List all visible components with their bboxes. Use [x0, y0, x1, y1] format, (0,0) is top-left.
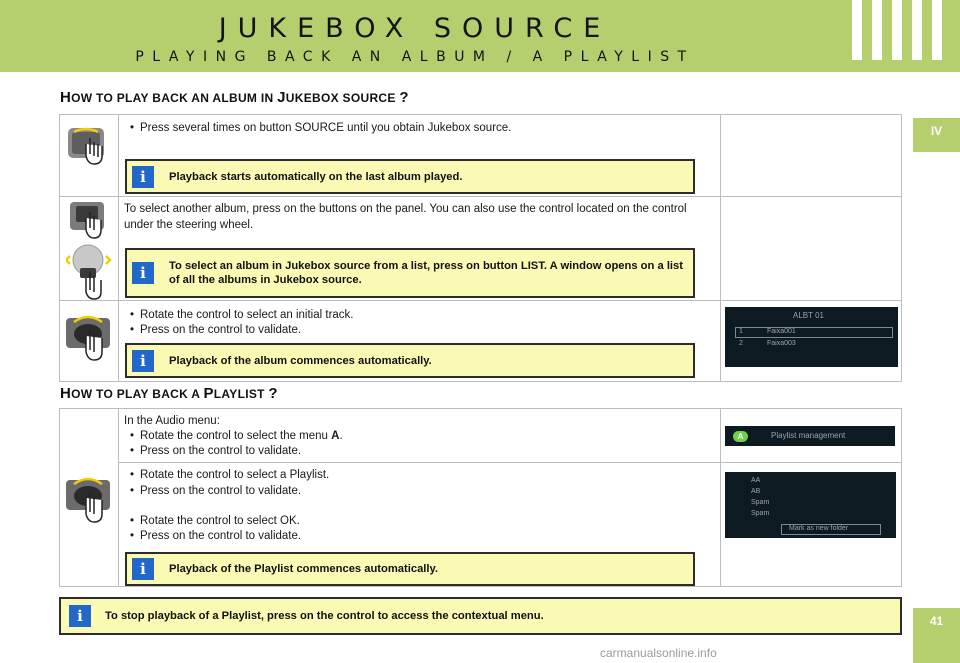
instruction-text: Press on the control to validate. — [140, 445, 302, 457]
instruction-text: To select another album, press on the buttons on the panel. You can also use the control located on the control under the steering wheel. — [124, 203, 687, 231]
info-icon: i — [132, 558, 154, 580]
note-text: To select an album in Jukebox source from a list, press on button LIST. A window opens on a list of all the albums in Jukebox source. — [169, 260, 683, 286]
info-note — [125, 159, 695, 194]
info-icon: i — [132, 166, 154, 188]
menu-badge: A — [733, 431, 748, 442]
heading-part: OW TO PLAY BACK A — [71, 387, 204, 401]
bullet-glyph: • — [130, 469, 135, 481]
heading-part: LAYLIST — [213, 387, 269, 401]
screen-row: Faixa001 — [767, 328, 796, 335]
header-stripe — [932, 0, 942, 60]
instruction-text: Press several times on button SOURCE until you obtain Jukebox source. — [140, 122, 512, 134]
screen-row: Spam — [751, 510, 770, 517]
info-icon: i — [69, 605, 91, 627]
screen-row: Faixa003 — [767, 340, 796, 347]
instruction-text: Rotate the control to select OK. — [140, 515, 300, 527]
playlist-select-screen — [725, 472, 896, 538]
info-note — [125, 248, 695, 298]
note-text: Playback of the album commences automatically. — [169, 354, 432, 367]
screen-row: Playlist management — [771, 431, 846, 440]
info-icon: i — [132, 350, 154, 372]
heading-part: OW TO PLAY BACK AN ALBUM IN — [71, 91, 278, 105]
chapter-tab: IV — [913, 118, 960, 152]
screen-row: Spam — [751, 499, 770, 506]
info-note — [125, 343, 695, 378]
table-divider — [59, 196, 902, 197]
table-divider — [118, 408, 119, 587]
table-divider — [118, 462, 902, 463]
screen-row: AB — [751, 488, 761, 495]
screen-row: AA — [751, 477, 761, 484]
steering-control-hand-icon — [66, 242, 112, 300]
note-text: To stop playback of a Playlist, press on the control to access the contextual menu. — [105, 610, 544, 622]
bullet-glyph: • — [130, 430, 135, 442]
heading-part: H — [60, 89, 72, 106]
note-text: Playback of the Playlist commences automatically. — [169, 563, 439, 575]
section-heading-playlist — [60, 385, 278, 402]
instruction-text: Rotate the control to select a Playlist. — [140, 469, 330, 481]
table-divider — [118, 114, 119, 382]
instruction-text: Press on the control to validate. — [140, 324, 302, 336]
screen-selection — [735, 327, 893, 338]
page-subtitle: PLAYING BACK AN ALBUM / A PLAYLIST — [135, 49, 695, 65]
heading-part: ? — [268, 385, 278, 402]
bullet-glyph: • — [130, 324, 135, 336]
panel-button-hand-icon — [66, 200, 112, 242]
heading-part: ? — [399, 89, 409, 106]
heading-part: H — [60, 385, 72, 402]
rotate-control-hand-icon — [64, 312, 114, 362]
heading-part: J — [277, 89, 286, 106]
menu-letter: A — [331, 430, 340, 442]
heading-part: P — [203, 385, 214, 402]
bullet-glyph: • — [130, 530, 135, 542]
instruction-text: Rotate the control to select an initial track. — [140, 309, 354, 321]
bullet-glyph: • — [130, 445, 135, 457]
screen-row-number: 1 — [739, 328, 743, 335]
heading-part: UKEBOX SOURCE — [285, 91, 400, 105]
table-divider — [720, 408, 721, 587]
note-text: Playback starts automatically on the last album played. — [169, 170, 463, 183]
screen-row-number: 2 — [739, 340, 743, 347]
screen-footer: Mark as new folder — [789, 525, 849, 532]
bullet-glyph: • — [130, 122, 135, 134]
page-title: JUKEBOX SOURCE — [218, 13, 612, 44]
instruction-text — [140, 429, 343, 445]
header-band — [0, 0, 960, 72]
screen-title: ALBT 01 — [793, 311, 824, 320]
press-button-hand-icon — [66, 124, 112, 166]
instruction-text: Press on the control to validate. — [140, 485, 302, 497]
info-note — [59, 597, 902, 635]
bullet-glyph: • — [130, 309, 135, 321]
intro-text: In the Audio menu: — [124, 415, 220, 427]
album-list-screen — [725, 307, 898, 367]
header-stripe — [912, 0, 922, 60]
header-stripe — [852, 0, 862, 60]
section-heading-album — [60, 89, 409, 106]
instruction-text-part: . — [339, 430, 343, 442]
table-divider — [720, 114, 721, 382]
header-stripe — [892, 0, 902, 60]
watermark-text: carmanualsonline.info — [600, 646, 717, 660]
playlist-menu-screen — [725, 426, 895, 446]
header-stripe — [872, 0, 882, 60]
instruction-text-part: Rotate the control to select the menu — [140, 430, 332, 442]
info-note — [125, 552, 695, 586]
info-icon: i — [132, 262, 154, 284]
bullet-glyph: • — [130, 515, 135, 527]
instruction-text: Press on the control to validate. — [140, 530, 302, 542]
page-number-tab: 41 — [913, 608, 960, 663]
rotate-control-hand-icon — [64, 474, 114, 524]
table-divider — [59, 300, 902, 301]
bullet-glyph: • — [130, 485, 135, 497]
